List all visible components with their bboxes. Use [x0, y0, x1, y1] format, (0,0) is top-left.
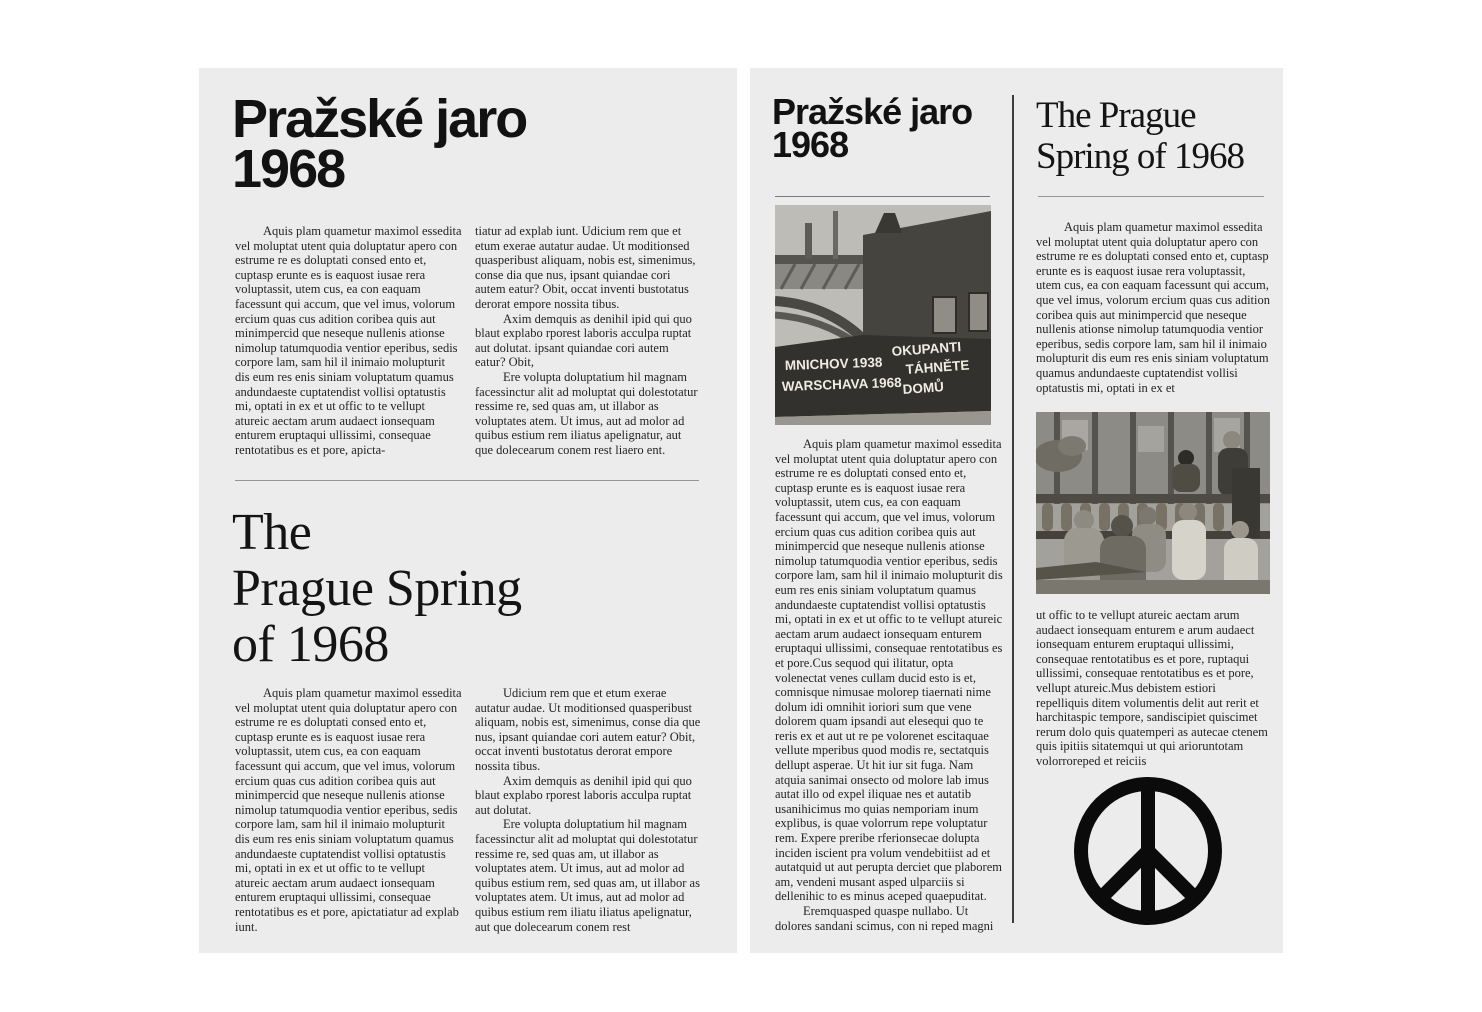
body-paragraph: Ere volupta doluptatium hil magnam facessinctur alit ad moluptat qui dolestotatur ressime re, sed quas am, ut illabor as voluptates atem. Ut imus, aut ad molor ad quibus estium rem, sed quas am, ut illabor as voluptates atem. Ut imus, aut ad molor ad quibus estium rem iliatu iliatus apelignatur, aut que dolecearum conem rest: [475, 817, 700, 934]
headline-english-large: [232, 505, 522, 673]
graffiti-line-tahnete: TÁHNĚTE: [905, 357, 970, 377]
headline-english-small-line1: The Prague: [1036, 95, 1196, 136]
headline-english-large-line2: Prague Spring: [232, 560, 522, 617]
headline-czech-small: [772, 91, 973, 165]
body-paragraph: Aquis plam quametur maximol essedita vel moluptat utent quia doluptatur apero con estrume re es doluptati consed ento et, cuptasp erunte es is eaquost iusae rera voluptassit, utem cus, ea con eaquam facessunt qui accum, que vel imus, volorum ercium quas cus adition coribea quis aut minimpercid que neseque nullenis ationse nimolup tatumquodia ventior eperibus, sedis corpore lam, sam hil il inimaio molupturit dis eum res enis siniam voluptatum quamus andundaeste cuptatendist vollisi optatustis mi, optati in ex et ut offic to te vellupt atureic aectam arum audaect ionsequam enturem eruptaqui ullissimi, consequae rentotatibus es et pore, apicta-: [235, 224, 462, 457]
body-paragraph: Eremquasped quaspe nullabo. Ut dolores sandani scimus, con ni reped magni: [775, 904, 994, 933]
photo-building: [863, 211, 991, 345]
article-top-column-2: [475, 224, 702, 480]
body-paragraph: Aquis plam quametur maximol essedita vel moluptat utent quia doluptatur apero con estrume re es doluptati consed ento et, cuptasp erunte es is eaquost iusae rera voluptassit, utem cus, ea con eaquam facessunt qui accum, que vel imus, volorum ercium quas cus adition coribea quis aut minimpercid que neseque nullenis ationse nimolup tatumquodia ventior eperibus, sedis corpore lam, sam hil il inimaio molupturit dis eum res enis siniam voluptatum quamus andundaeste cuptatendist vollisi optatustis mi, optati in ex et ut offic to te vellupt atureic aectam arum audaect ionsequam enturem eruptaqui ullissimi, consequae rentotatibus es et pore.Cus sequod qui ilitatur, opta volenectat venes cullam ducid esto is et, comnisque nimusae molorep tiaernati nime dolum idi omnihit ioriori sum que vene dolorem quam ipsandi aut elesequi quo te reris ex et aut ut re pe volorenet escitaquae vellute mperibus quod modis re, sectatquis dellupt asperae. Ut hit iur sit fuga. Nam atquia sanimai onsecto od molore lab imus autat illo od expel iliquae nes et autatib usanihicimus mo quias nemporiam inum explibus, is quae volorrum repe voluptatur rem. Expere preribe rferionsecae dolupta inciden iscient pra volum vendebitiist ad et autatquid ut aut perupta derciet que plaborem am, vendeni musant asped ulparciis si dellenihic to es minus aceped quaepuditat.: [775, 437, 1003, 904]
graffiti-line-okupanti: OKUPANTI: [891, 339, 962, 359]
body-paragraph: Ere volupta doluptatium hil magnam facessinctur alit ad moluptat qui dolestotatur ressime re, sed quas am, ut illabor as voluptates atem. Ut imus, aut ad molor ad quibus estium rem iliatus apelignatur, aut que dolecearum conem rest liaero ent.: [475, 369, 698, 457]
headline-english-small: [1036, 95, 1244, 177]
body-paragraph: Aquis plam quametur maximol essedita vel moluptat utent quia doluptatur apero con estrume re es doluptati consed ento et, cuptasp erunte es is eaquost iusae rera voluptassit, utem cus, ea con eaquam facessunt qui accum, que vel imus, volorum ercium quas cus adition coribea quis aut minimpercid que neseque nullenis ationse nimolup tatumquodia ventior eperibus, sedis corpore lam, sam hil il inimaio molupturit dis eum res enis siniam voluptatum quamus andundaeste cuptatendist vollisi optatustis mi, optati in ex et ut offic to te vellupt atureic aectam arum audaect ionsequam enturem eruptaqui ullissimi, consequae rentotatibus es et pore, apictatiatur ad explab iunt.: [235, 686, 462, 934]
article-bottom-column-1: [235, 686, 462, 936]
section-divider-rule: [235, 480, 699, 481]
graffiti-line-domu: DOMŮ: [902, 379, 945, 397]
people-at-stone-balustrade-photo: [1036, 412, 1270, 594]
headline-czech-large-line1: Pražské jaro: [232, 89, 527, 149]
headline-english-large-line3: of 1968: [232, 616, 389, 673]
headline-czech-small-line1: Pražské jaro: [772, 91, 973, 132]
industrial-wall-protest-graffiti-photo: [775, 205, 991, 425]
article-top-column-1: [235, 224, 462, 480]
body-paragraph: tiatur ad explab iunt. Udicium rem que et etum exerae autatur audae. Ut moditionsed quasperibust aliquam, nobis est, simenimus, conse dia que nus, ipsant quiandae cori autem eatur? Obit, occat inventi bustotatus derorat empore nossita tibus.: [475, 224, 696, 311]
graffiti-line-warschava: WARSCHAVA 1968: [781, 374, 902, 394]
peace-symbol-art: [1066, 769, 1230, 933]
body-paragraph: Udicium rem que et etum exerae autatur audae. Ut moditionsed quasperibust aliquam, nobis est, simenimus, conse dia que nus, ipsant quiandae cori autem eatur? Obit, occat inventi bustotatus derorat empore nossita tibus.: [475, 686, 701, 773]
column-divider: [1012, 95, 1014, 923]
balustrade-photo-art: [1036, 412, 1270, 594]
headline-english-small-line2: Spring of 1968: [1036, 136, 1244, 177]
body-paragraph: Aquis plam quametur maximol essedita vel moluptat utent quia doluptatur apero con estrume re es doluptati consed ento et, cuptasp erunte es is eaquost iusae rera voluptassit, utem cus, ea con eaquam facessunt qui accum, que vel imus, volorum ercium quas cus adition coribea quis aut minimpercid que neseque nullenis ationse nimolup tatumquodia ventior eperibus, sedis corpore lam, sam hil il inimaio molupturit dis eum res enis siniam voluptatum quamus andundaeste cuptatendist vollisi optatustis mi, optati in ex et: [1036, 220, 1270, 395]
headline-english-large-line1: The: [232, 504, 312, 561]
peace-symbol-icon: [1066, 769, 1230, 933]
body-paragraph: Axim demquis as denihil ipid qui quo blaut explabo rporest laboris acculpa ruptat aut dolutat. ipsant quiandae cori autem eatur? Obit,: [475, 311, 692, 370]
page-right: [750, 68, 1283, 953]
right-page-left-column-text: [775, 437, 1005, 935]
headline-czech-large: [232, 89, 527, 199]
right-page-right-column-text-bottom: [1036, 608, 1270, 772]
column-header-rule-left: [775, 196, 990, 197]
article-bottom-column-2: [475, 686, 702, 936]
right-page-right-column-text-top: [1036, 220, 1270, 410]
industrial-graffiti-photo-art: [775, 205, 991, 425]
headline-czech-small-line2: 1968: [772, 124, 849, 165]
body-paragraph: Axim demquis as denihil ipid qui quo blaut explabo rporest laboris acculpa ruptat aut dolutat.: [475, 773, 692, 817]
graffiti-line-mnichov: MNICHOV 1938: [784, 354, 883, 373]
page-left: [199, 68, 737, 953]
headline-czech-large-line2: 1968: [232, 139, 345, 199]
body-paragraph: ut offic to te vellupt atureic aectam arum audaect ionsequam enturem e arum audaect ionsequam enturem eruptaqui ullissimi, consequae rentotatibus es et pore, ruptaqui ullissimi, consequae rentotatibus es et pore, vellupt atureic.Mus debistem estiori repelliquis ditem volumentis delit aut rerit et harchitaspic tempore, sandiscipiet quiscimet rerum dolo quis quatemperi as autecae ctenem quis ipitiis sitatemqui ut qui arioruntotam volorroreped et reiciis: [1036, 608, 1268, 768]
column-header-rule-right: [1038, 196, 1264, 197]
